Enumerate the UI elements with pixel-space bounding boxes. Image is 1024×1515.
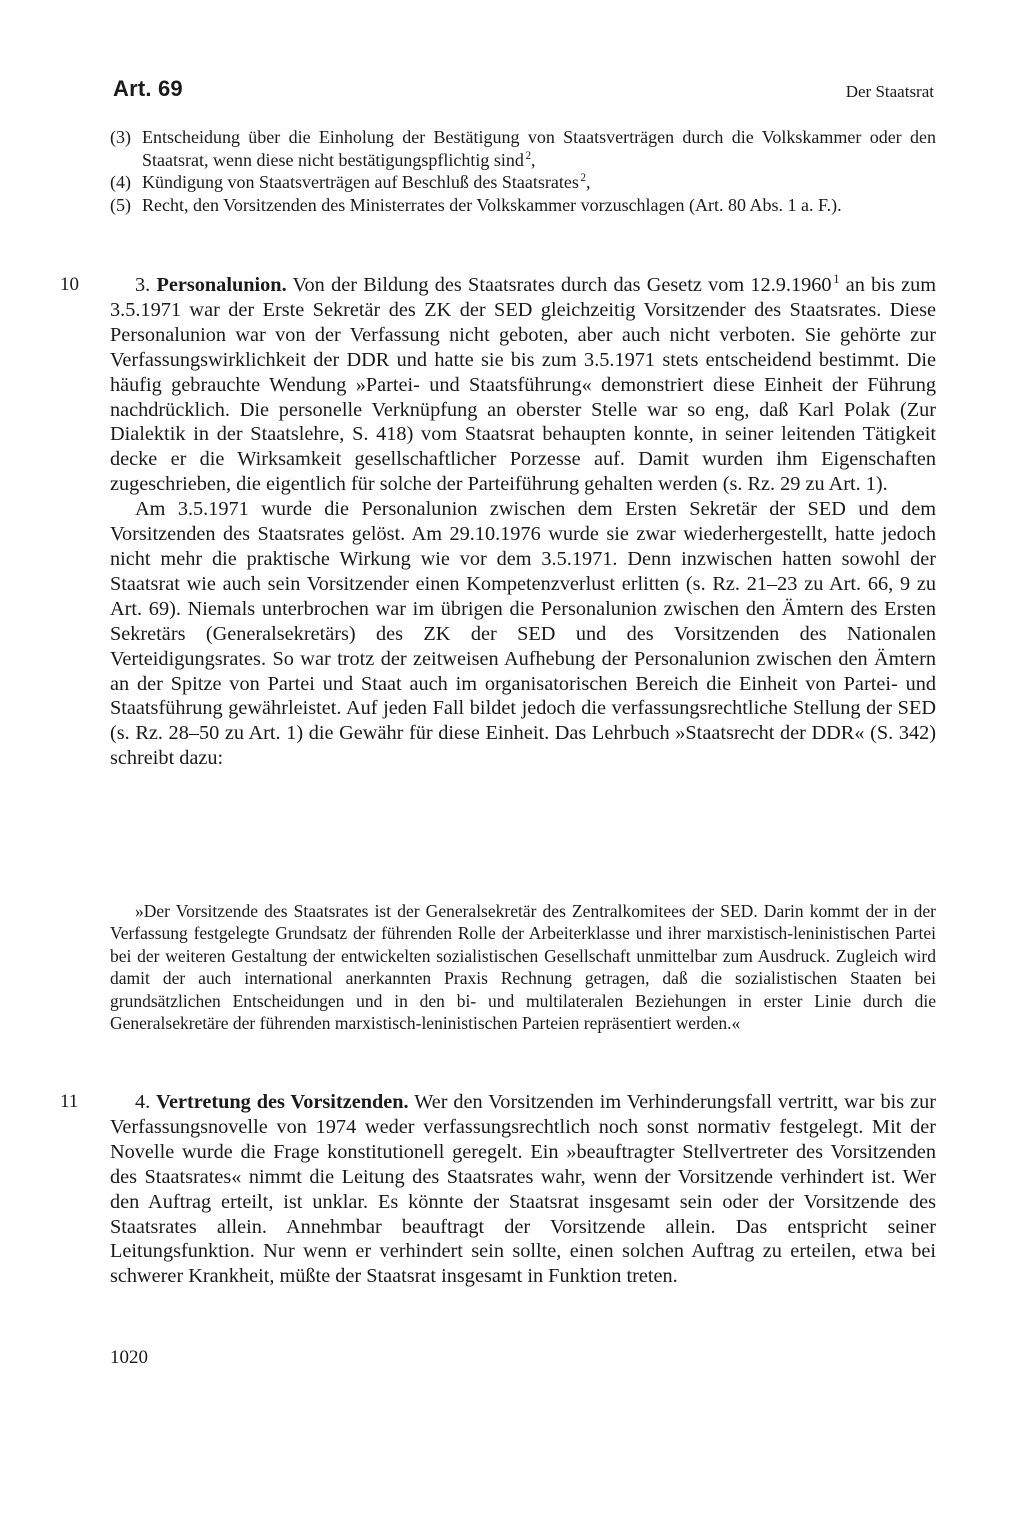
footnote-marker: 2 xyxy=(525,149,532,162)
block-quote xyxy=(110,900,936,1034)
section-heading: Personalunion. xyxy=(156,274,287,296)
enumeration-number: (3) xyxy=(110,127,131,147)
section-personalunion xyxy=(60,272,936,771)
paragraph xyxy=(60,272,936,497)
section-heading: Vertretung des Vorsitzenden. xyxy=(156,1091,409,1113)
margin-number: 10 xyxy=(60,274,79,295)
enumeration-tail: , xyxy=(531,149,536,170)
heading-number: 4. xyxy=(135,1091,151,1113)
heading-number: 3. xyxy=(135,274,151,296)
footnote-marker: 2 xyxy=(580,172,586,185)
enumeration-tail: , xyxy=(586,172,591,193)
enumeration-item xyxy=(110,126,936,171)
quote-text: »Der Vorsitzende des Staatsrates ist der Generalsekretär des Zentralkomitees der SED. Darin kommt der in der Verfassung festgelegte Grundsatz der führenden Rolle der Arbeiterklasse und ihrer marxistisch-leninistischen Partei bei der weiteren Gestaltung der entwickelten sozialistischen Gesellschaft unmittelbar zum Ausdruck. Zugleich wird damit der auch international anerkannten Praxis Rechnung getragen, daß die sozialistischen Staaten bei grundsätzlichen Entscheidungen und in den bi- und multilateralen Beziehungen in erster Linie durch die Generalsekretäre der führenden marxistisch-leninistischen Parteien repräsentiert werden.« xyxy=(110,901,936,1034)
enumeration-item xyxy=(110,171,936,194)
paragraph-text: an bis zum 3.5.1971 war der Erste Sekretär des ZK der SED gleichzeitig Vorsitzender des Staatsrates. Diese Personalunion war von der Verfassung nicht geboten, aber auch nicht verboten. Sie gehörte zur Verfassungswirklichkeit der DDR und hatte sie bis zum 3.5.1971 stets entscheidend bestimmt. Die häufig gebrauchte Wendung »Partei- und Staatsführung« demonstriert diese Einheit der Führung nachdrücklich. Die personelle Verknüpfung an oberster Stelle war so eng, daß Karl Polak (Zur Dialektik in der Staatslehre, S. 418) vom Staatsrat behaupten konnte, in seiner leitenden Tätigkeit decke er die Wirksamkeit gesellschaftlicher Porzesse auf. Damit wurden ihm Eigenschaften zugeschrieben, die eigentlich für solche der Parteiführung gehalten werden (s. Rz. 29 zu Art. 1). xyxy=(110,274,936,496)
enumeration-text: Kündigung von Staatsverträgen auf Beschluß des Staatsrates xyxy=(142,172,579,193)
paragraph-text: Von der Bildung des Staatsrates durch das Gesetz vom 12.9.1960 xyxy=(292,274,832,296)
section-vertretung xyxy=(60,1090,937,1289)
page-number: 1020 xyxy=(110,1347,148,1368)
enumeration-item xyxy=(110,194,936,217)
enumeration-list xyxy=(110,126,936,216)
paragraph-text: Am 3.5.1971 wurde die Personalunion zwischen dem Ersten Sekretär der SED und dem Vorsitzenden des Staatsrates gelöst. Am 29.10.1976 wurde sie zwar wiederhergestellt, hatte jedoch nicht mehr die praktische Wirkung wie vor dem 3.5.1971. Denn inzwischen hatten sowohl der Staatsrat wie auch sein Vorsitzender einen Kompetenzverlust erlitten (s. Rz. 21–23 zu Art. 66, 9 zu Art. 69). Niemals unterbrochen war im übrigen die Personalunion zwischen den Ämtern des Ersten Sekretärs (Generalsekretärs) des ZK der SED und des Vorsitzenden des Nationalen Verteidigungsrates. So war trotz der zeitweisen Aufhebung der Personalunion zwischen den Ämtern an der Spitze von Partei und Staat auch im organisatorischen Bereich die Einheit von Partei- und Staatsführung gewährleistet. Auf jeden Fall bildet jedoch die verfassungsrechtliche Stellung der SED (s. Rz. 28–50 zu Art. 1) die Gewähr für diese Einheit. Das Lehrbuch »Staatsrecht der DDR« (S. 342) schreibt dazu: xyxy=(110,498,936,770)
enumeration-text: Recht, den Vorsitzenden des Ministerrates der Volkskammer vorzuschlagen (Art. 80 Abs. 1 a. F.). xyxy=(142,194,842,215)
paragraph-text: Wer den Vorsitzenden im Verhinderungsfall vertritt, war bis zur Verfassungsnovelle von 1974 weder verfassungsrechtlich noch sonst normativ festgelegt. Mit der Novelle wurde die Frage konstitutionell geregelt. Ein »beauftragter Stellvertreter des Vorsitzenden des Staatsrates« nimmt die Leitung des Staatsrates wahr, wenn der Vorsitzende verhindert ist. Wer den Auftrag erteilt, ist unklar. Es könnte der Staatsrat insgesamt sein oder der Vorsitzende des Staatsrates allein. Annehmbar beauftragt der Vorsitzende allein. Das entspricht seiner Leitungsfunktion. Nur wenn er verhindert sein sollte, einen solchen Auftrag zu erteilen, etwa bei schwerer Krankheit, müßte der Staatsrat insgesamt in Funktion treten. xyxy=(110,1091,937,1288)
enumeration-number: (5) xyxy=(110,194,131,215)
enumeration-text: Entscheidung über die Einholung der Bestätigung von Staatsverträgen durch die Volkskammer oder den Staatsrat, wenn diese nicht bestätigungspflichtig sind xyxy=(142,127,936,170)
footnote-marker: 1 xyxy=(833,272,840,287)
article-label: Art. 69 xyxy=(113,76,183,101)
paragraph xyxy=(110,497,936,771)
running-title: Der Staatsrat xyxy=(845,82,934,101)
enumeration-number: (4) xyxy=(110,172,131,193)
paragraph xyxy=(60,1090,937,1289)
page-header xyxy=(110,76,934,106)
margin-number: 11 xyxy=(60,1091,79,1112)
